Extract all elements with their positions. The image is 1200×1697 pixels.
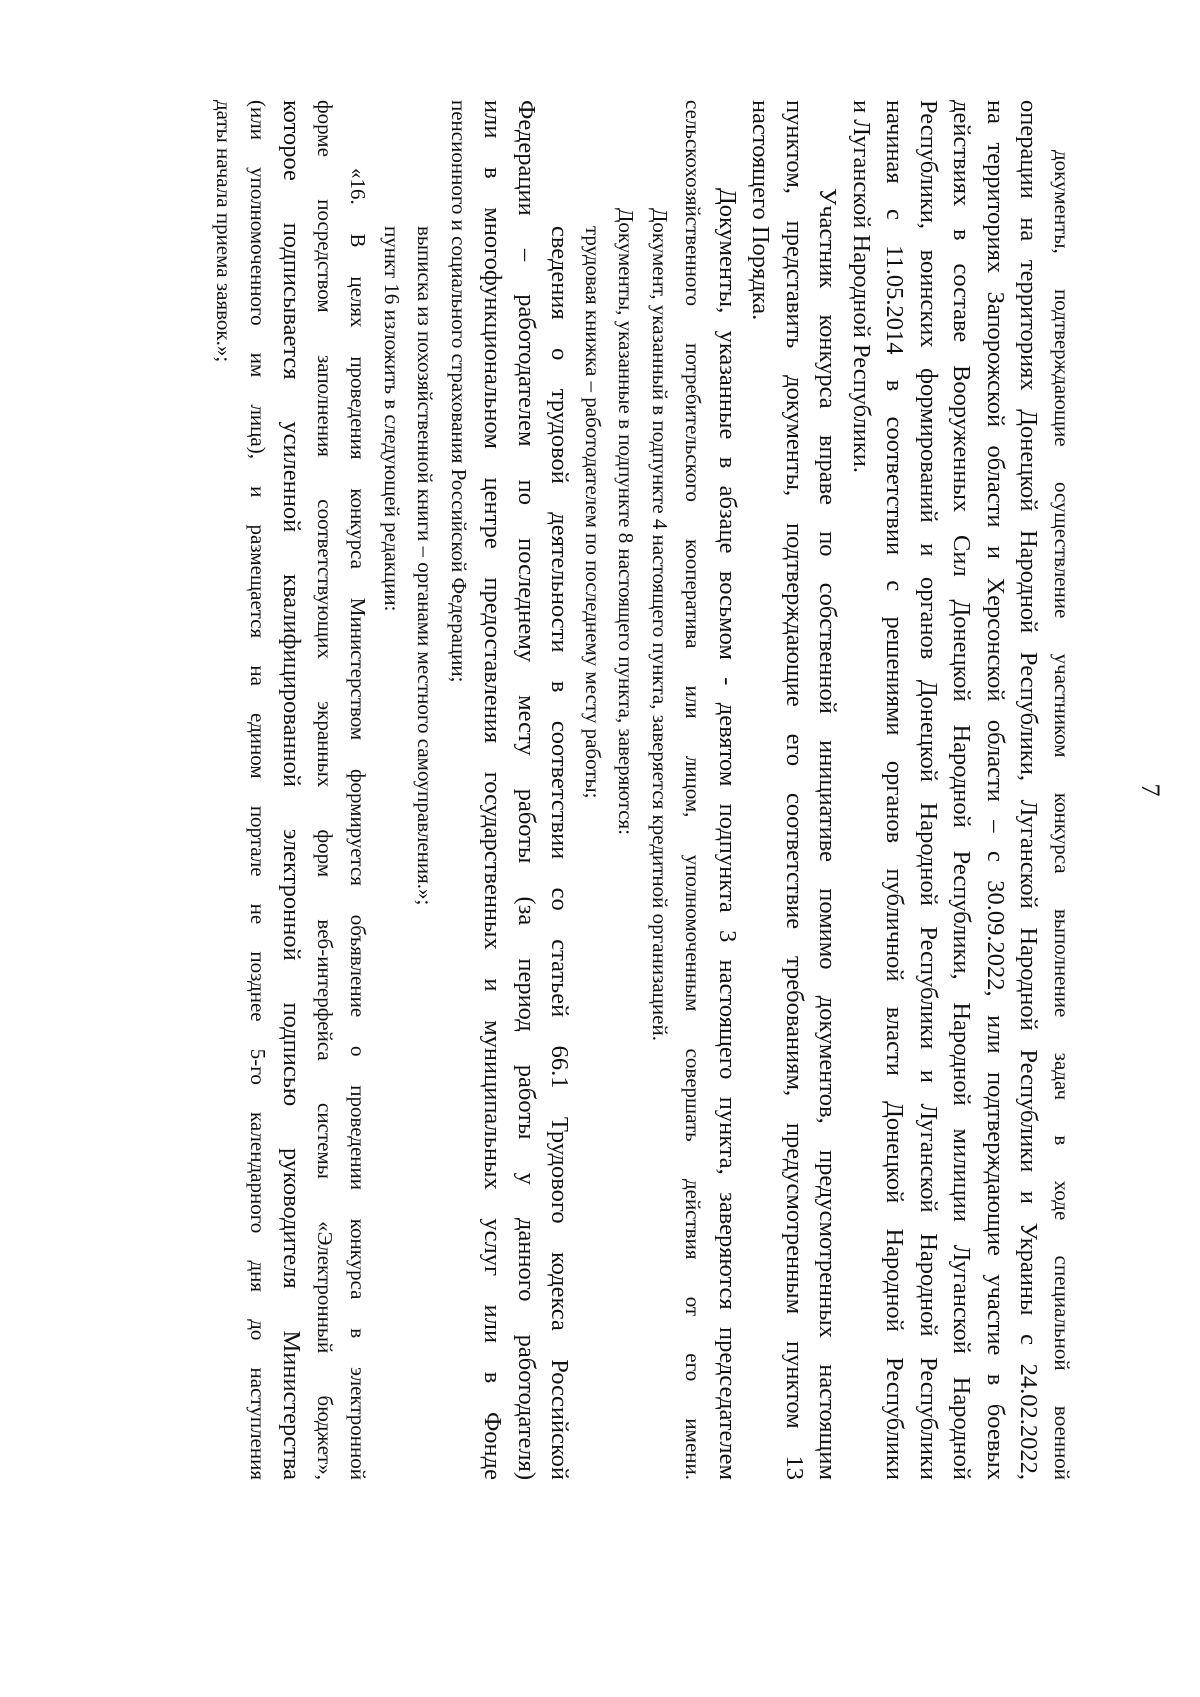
text-line: документы, подтверждающие осуществление участником конкурса выполнение задач в ходе специальной военной <box>1050 150 1074 1480</box>
text-line: Документы, указанные в подпункте 8 настоящего пункта, заверяются: <box>614 208 639 836</box>
text-line: форме посредством заполнения соответствующих экранных форм веб-интерфейса системы «Электронный бюджет», <box>313 100 337 1480</box>
text-line: сельскохозяйственного потребительского кооператива или лицом, уполномоченным совершать действия от его имени. <box>681 100 706 1480</box>
text-line: действиях в составе Вооруженных Сил Донецкой Народной Республики, Народной милиции Луганской Народной <box>948 100 976 1480</box>
text-line: настоящего Порядка. <box>747 100 775 321</box>
text-line: «16. В целях проведения конкурса Министерством формируется объявление о проведении конкурса в электронной <box>346 168 371 1480</box>
text-line: выписка из похозяйственной книги – органами местного самоуправления.»; <box>413 226 438 906</box>
page-number: 7 <box>1136 783 1165 797</box>
text-line: Документы, указанные в абзаце восьмом - девятом подпункта 3 настоящего пункта, заверяются председателем <box>714 188 741 1480</box>
text-line: трудовая книжка – работодателем по последнему месту работы; <box>581 226 605 799</box>
text-line: пункт 16 изложить в следующей редакции: <box>380 226 404 612</box>
text-line: пунктом, представить документы, подтверждающие его соответствие требованиям, предусмотренным пунктом 13 <box>781 100 808 1480</box>
text-line: операции на территориях Донецкой Народной Республики, Луганской Народной Республики и Украины с 24.02.2022, <box>1015 100 1043 1480</box>
text-line: начиная с 11.05.2014 в соответствии с решениями органов публичной власти Донецкой Народной Республики <box>881 100 909 1480</box>
text-line: и Луганской Народной Республики. <box>848 100 875 474</box>
text-line: сведения о трудовой деятельности в соответствии со статьей 66.1 Трудового кодекса Российской <box>546 226 574 1480</box>
rotated-text-block <box>212 100 1170 1480</box>
text-line: Федерации – работодателем по последнему месту работы (за период работы у данного работодателя) <box>513 100 540 1480</box>
text-line: на территориях Запорожской области и Херсонской области – с 30.09.2022, или подтверждающие участие в боевых <box>982 100 1009 1480</box>
text-line: Республики, воинских формирований и органов Донецкой Народной Республики и Луганской Народной Республики <box>915 100 942 1480</box>
text-line: Документ, указанный в подпункте 4 настоящего пункта, заверяется кредитной организацией. <box>648 208 672 1041</box>
text-line: даты начала приема заявок.»; <box>212 100 237 363</box>
text-line: Участник конкурса вправе по собственной инициативе помимо документов, предусмотренных настоящим <box>814 188 842 1480</box>
text-line: пенсионного и социального страхования Российской Федерации; <box>447 100 471 683</box>
text-line: или в многофункциональном центре предоставления государственных и муниципальных услуг или в Фонде <box>479 100 507 1480</box>
text-line: (или уполномоченного им лица), и размещается на едином портале не позднее 5-го календарного дня до наступления <box>246 100 270 1480</box>
text-line: которое подписывается усиленной квалифицированной электронной подписью руководителя Министерства <box>278 100 306 1480</box>
